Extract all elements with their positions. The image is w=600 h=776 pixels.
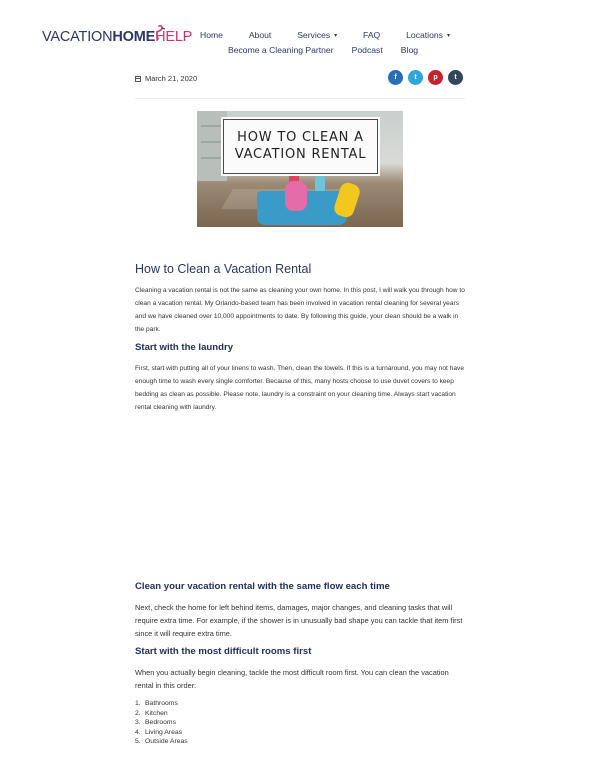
- section-text-difficult-rooms: When you actually begin cleaning, tackle the most difficult room first. You can clean the vacation rental in this order:: [135, 668, 449, 690]
- room-order-list: [135, 699, 188, 747]
- post-date: [135, 74, 197, 83]
- flamingo-icon: [150, 24, 166, 40]
- main-nav-row-2: [228, 45, 418, 55]
- twitter-share-button[interactable]: [408, 70, 423, 85]
- nav-podcast[interactable]: Podcast: [351, 45, 383, 55]
- nav-services[interactable]: Services ▾: [297, 30, 338, 40]
- list-item: 4. Living Areas: [135, 728, 183, 736]
- article-title: How to Clean a Vacation Rental: [135, 262, 312, 276]
- tumblr-icon: t: [454, 74, 457, 81]
- nav-locations[interactable]: Locations ▾: [406, 30, 450, 40]
- nav-home[interactable]: Home: [200, 30, 223, 40]
- facebook-share-button[interactable]: [388, 70, 403, 85]
- section-heading-difficult-rooms: Start with the most difficult rooms first: [135, 646, 312, 657]
- share-buttons: [388, 70, 463, 85]
- chevron-down-icon: ▾: [334, 33, 338, 39]
- nav-become-partner[interactable]: Become a Cleaning Partner: [228, 45, 334, 55]
- hero-title-line-1: HOW TO CLEAN A: [237, 129, 364, 145]
- section-heading-laundry: Start with the laundry: [135, 342, 234, 353]
- list-item: 3. Bedrooms: [135, 719, 176, 727]
- hero-title-box: [223, 119, 378, 174]
- pinterest-share-button[interactable]: [428, 70, 443, 85]
- list-item: 2. Kitchen: [135, 709, 168, 717]
- nav-faq[interactable]: FAQ: [363, 30, 381, 40]
- hero-title-line-2: VACATION RENTAL: [234, 146, 367, 162]
- section-heading-flow: Clean your vacation rental with the same flow each time: [135, 581, 390, 592]
- hero-yellow-glove: [332, 181, 362, 220]
- chevron-down-icon: ▾: [446, 33, 450, 39]
- twitter-icon: t: [414, 74, 417, 81]
- article-intro: Cleaning a vacation rental is not the same as cleaning your own home. In this post, I will walk you through how to clean a vacation rental. My Orlando-based team has been involved in vacation rental cleaning for several years and we have cleaned over 10,000 appointments to date. By following this guide, your clean should be a walk in the park.: [135, 287, 465, 333]
- pinterest-icon: p: [433, 74, 438, 81]
- site-logo[interactable]: [42, 30, 192, 45]
- logo-wordmark: VACATIONHOMEHELP: [42, 29, 193, 45]
- post-date-text: March 21, 2020: [145, 74, 198, 83]
- divider: [135, 98, 465, 99]
- tumblr-share-button[interactable]: [448, 70, 463, 85]
- main-nav-row-1: [200, 30, 450, 40]
- hero-image: [197, 111, 403, 227]
- list-item: 5. Outside Areas: [135, 738, 188, 746]
- section-text-flow: Next, check the home for left behind items, damages, major changes, and cleaning tasks that will require extra time. For example, if the shower is in unusually bad shape you can tackle that item first since it will require extra time.: [135, 603, 463, 638]
- hero-pink-glove: [285, 181, 307, 211]
- nav-about[interactable]: About: [248, 30, 272, 40]
- nav-blog[interactable]: Blog: [400, 45, 418, 55]
- facebook-icon: f: [394, 74, 397, 81]
- section-text-laundry: First, start with putting all of your linens to wash. Then, clean the towels. If this is a turnaround, you may not have enough time to wash every single comforter. Because of this, many hosts choose to use duvet covers to keep bedding as clean as possible. Please note, laundry is a constraint on your cleaning time. Always start vacation rental cleaning with laundry.: [135, 365, 464, 411]
- list-item: 1. Bathrooms: [135, 700, 178, 707]
- calendar-icon: [135, 76, 141, 82]
